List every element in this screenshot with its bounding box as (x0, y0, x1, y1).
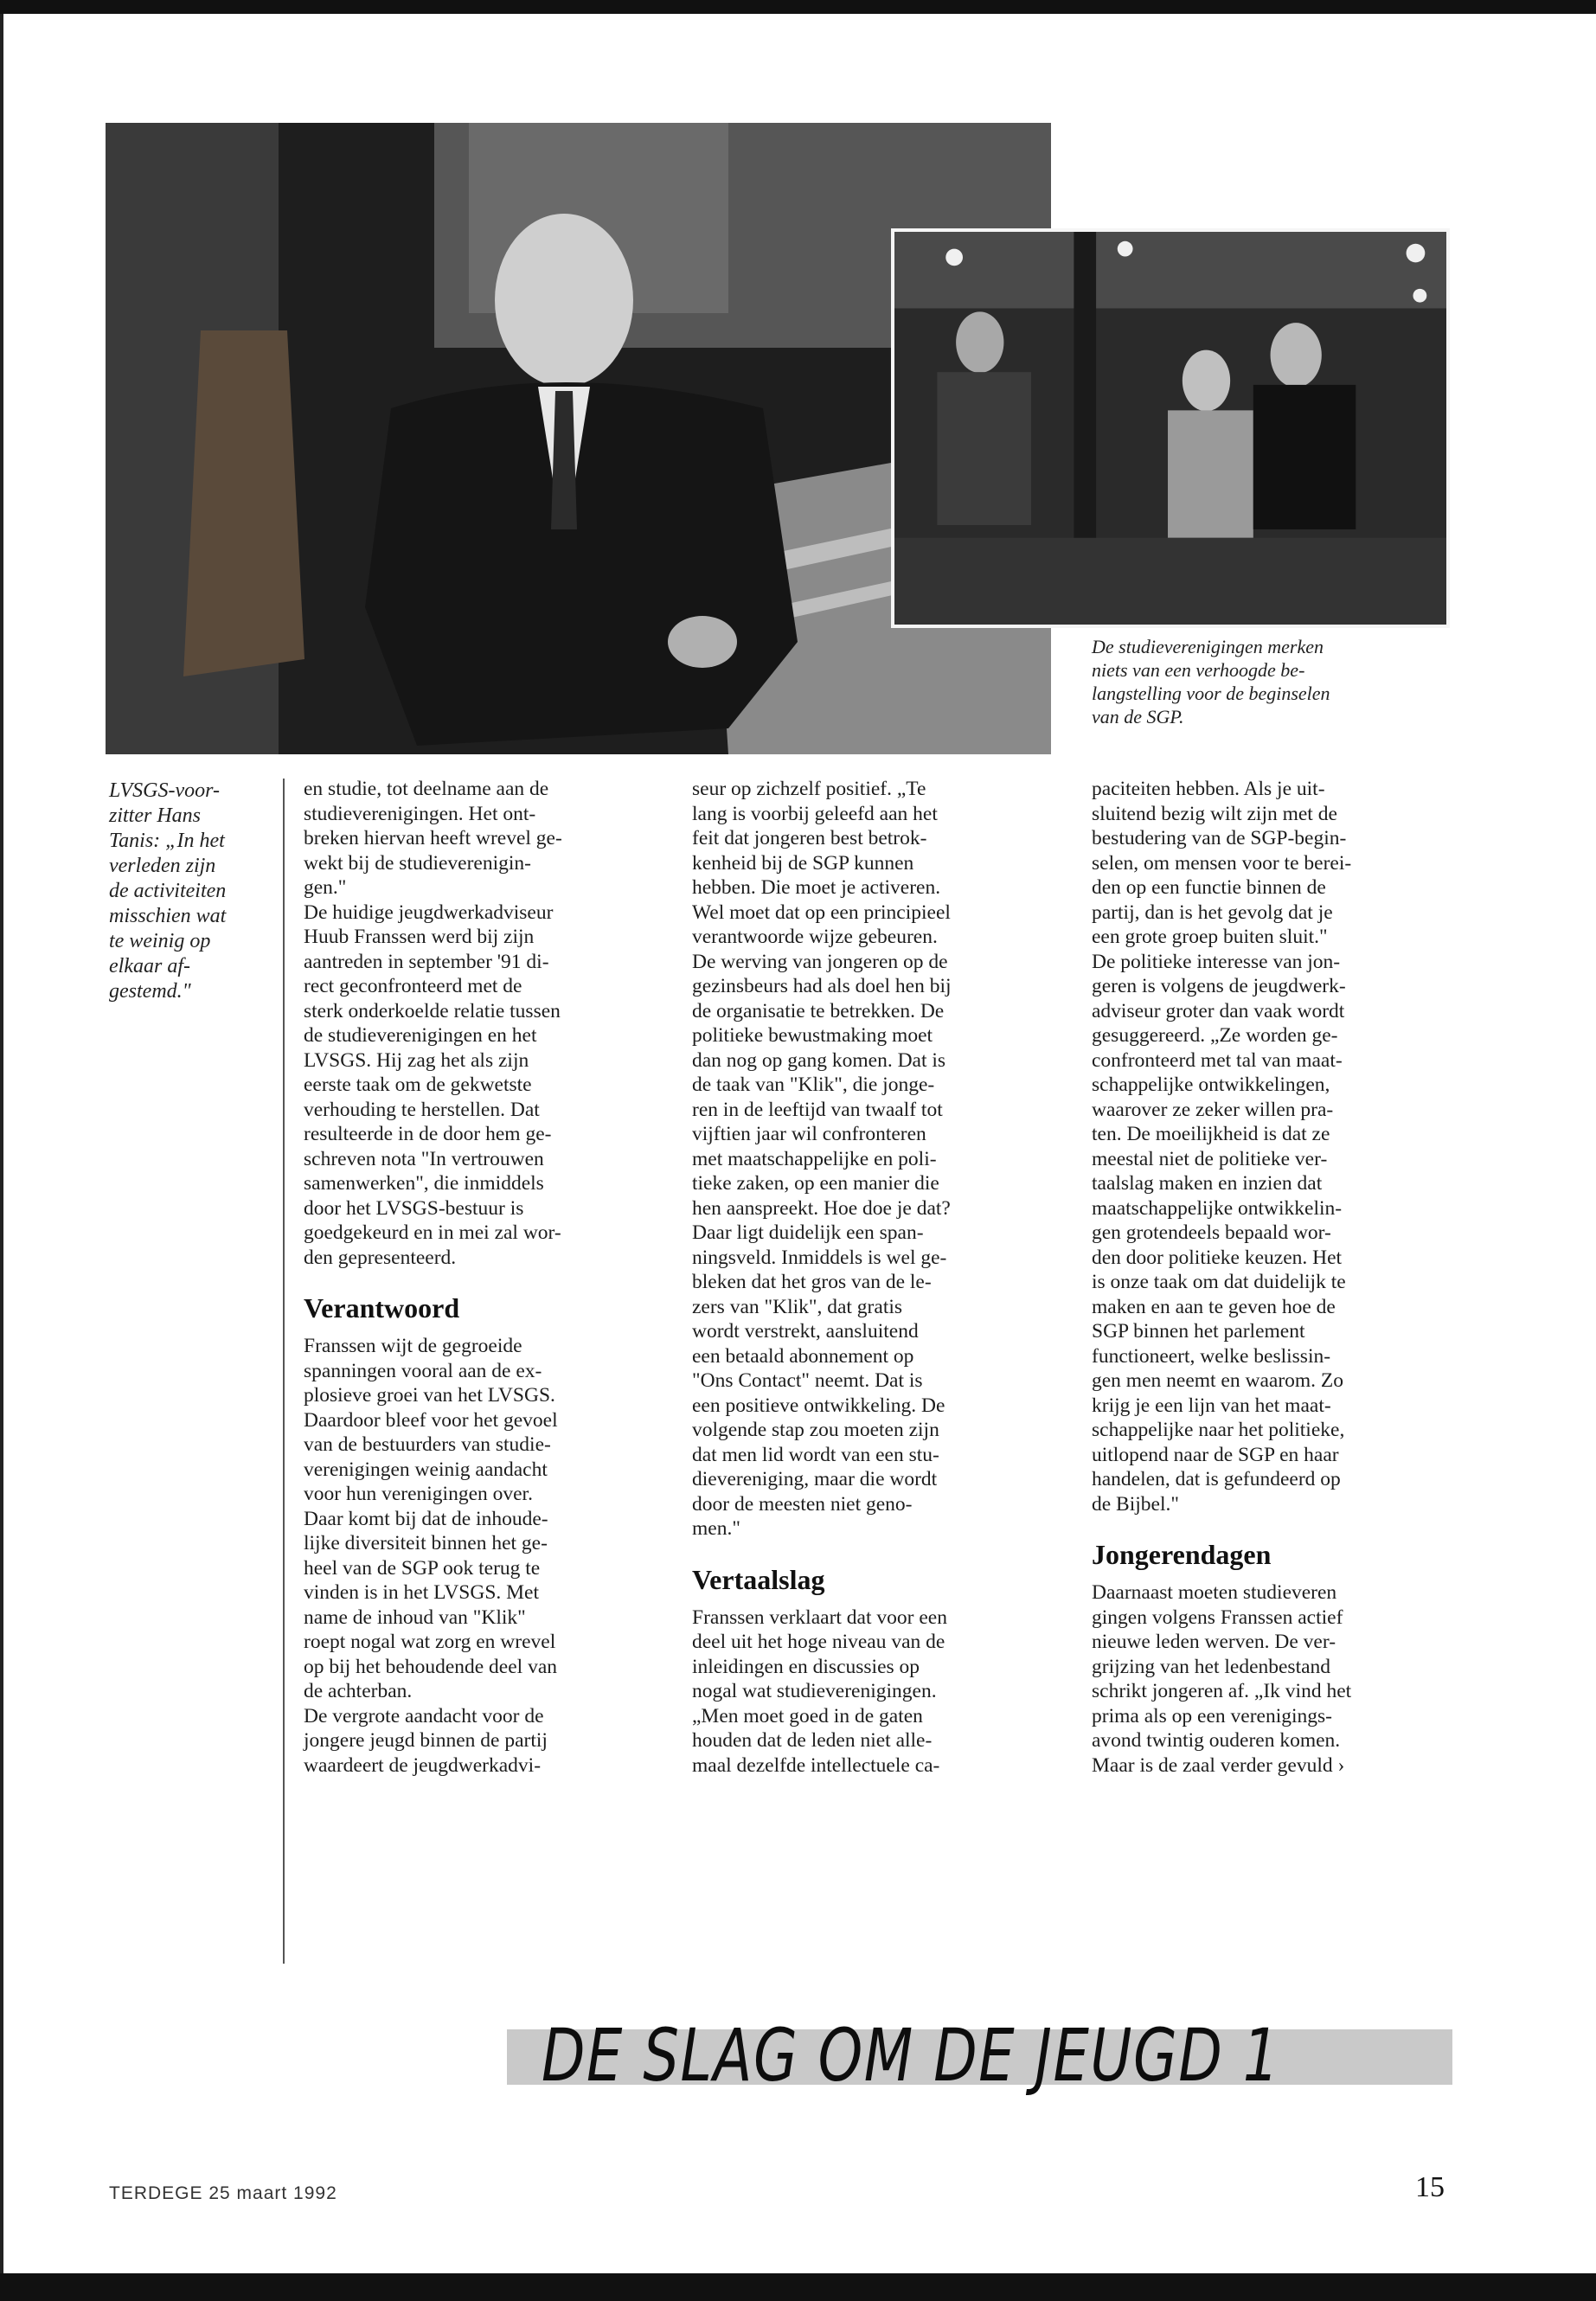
top-border (0, 0, 1596, 14)
col3-paragraph-2: Daarnaast moeten studieveren gingen volgens Franssen actief nieuwe leden werven. De ver- grijzing van het ledenbestand schrikt jongeren af. „Ik vind het prima als op een verenigings- avond twintig ouderen komen. Maar is de zaal verder gevuld › (1092, 1581, 1352, 1777)
bottom-border (0, 2273, 1596, 2301)
col2-paragraph-2: Franssen verklaart dat voor een deel uit het hoge niveau van de inleidingen en discussies op nogal wat studieverenigingen. „Men moet goed in de gaten houden dat de leden niet alle- maal dezelfde intellectuele ca- (692, 1606, 947, 1777)
audience-photo (891, 228, 1450, 628)
heading-jongerendagen: Jongerendagen (1092, 1539, 1272, 1570)
side-caption-text: LVSGS-voor- zitter Hans Tanis: „In het verleden zijn de activiteiten misschien wat te weinig op elkaar af- gestemd." (109, 779, 227, 1003)
col1-paragraph-4: De vergrote aandacht voor de jongere jeugd binnen de partij waardeert de jeugdwerkadvi- (304, 1704, 548, 1777)
article-column-2 (692, 777, 1047, 1778)
publication-footer: TERDEGE 25 maart 1992 (109, 2183, 337, 2203)
column-divider (283, 779, 285, 1964)
heading-verantwoord: Verantwoord (304, 1292, 460, 1324)
col1-paragraph-3: Franssen wijt de gegroeide spanningen vooral aan de ex- plosieve groei van het LVSGS. Daardoor bleef voor het gevoel van de bestuurders van studie- verenigingen weinig aandacht voor hun verenigingen over. Daar komt bij dat de inhoude- lijke diversiteit binnen het ge- heel van de SGP ook terug te vinden is in het LVSGS. Met name de inhoud van "Klik" roept nogal wat zorg en wrevel op bij het behoudende deel van de achterban. (304, 1335, 558, 1702)
col3-paragraph-1: paciteiten hebben. Als je uit- sluitend bezig wilt zijn met de bestudering van de SGP-begin- selen, om mensen voor te berei- den op een functie binnen de partij, dan is het gevolg dat je een grote groep buiten sluit." De politieke interesse van jon- geren is volgens de jeugdwerk- adviseur groter dan vaak wordt gesuggereerd. „Ze worden ge- confronteerd met tal van maat- schappelijke ontwikkelingen, waarover ze zeker willen pra- ten. De moeilijkheid is dat ze meestal niet de politieke ver- taalslag maken en inzien dat maatschappelijke ontwikkelin- gen grotendeels bepaald wor- den door politieke keuzen. Het is onze taak om dat duidelijk te maken en aan te geven hoe de SGP binnen het parlement functioneert, welke beslissin- gen men neemt en waarom. Zo krijg je een lijn van het maat- schappelijke naar het politieke, uitlopend naar de SGP en haar handelen, dat is gefundeerd op de Bijbel." (1092, 778, 1352, 1516)
audience-photo-image (894, 232, 1446, 625)
col2-paragraph-1: seur op zichzelf positief. „Te lang is voorbij geleefd aan het feit dat jongeren best betrok- kenheid bij de SGP kunnen hebben. Die moet je activeren. Wel moet dat op een principieel verantwoorde wijze gebeuren. De werving van jongeren op de gezinsbeurs had als doel hen bij de organisatie te betrekken. De politieke bewustmaking moet dan nog op gang komen. Dat is de taak van "Klik", die jonge- ren in de leeftijd van twaalf tot vijftien jaar wil confronteren met maatschappelijke en poli- tieke zaken, op een manier die hen aanspreekt. Hoe doe je dat? Daar ligt duidelijk een span- ningsveld. Inmiddels is wel ge- bleken dat het gros van de le- zers van "Klik", dat gratis wordt verstrekt, aansluitend een betaald abonnement op "Ons Contact" neemt. Dat is een positieve ontwikkeling. De volgende stap zou moeten zijn dat men lid wordt van een stu- dievereniging, maar die wordt door de meesten niet geno- men." (692, 778, 952, 1540)
inset-caption-text: De studieverenigingen merken niets van een verhoogde be- langstelling voor de beginselen van de SGP. (1092, 636, 1330, 727)
heading-vertaalslag: Vertaalslag (692, 1563, 825, 1595)
portrait-photo-caption (109, 779, 282, 1004)
page-number: 15 (1415, 2171, 1445, 2203)
left-border (0, 14, 3, 2273)
col1-paragraph-1: en studie, tot deelname aan de studieverenigingen. Het ont- breken hiervan heeft wrevel ge- wekt bij de studieverenigin- gen." (304, 778, 562, 899)
article-column-1 (304, 777, 658, 1778)
article-column-3 (1092, 777, 1446, 1778)
inset-photo-caption (1092, 635, 1446, 728)
col1-paragraph-2: De huidige jeugdwerkadviseur Huub Franssen werd bij zijn aantreden in september '91 di- rect geconfronteerd met de sterk onderkoelde relatie tussen de studieverenigingen en het LVSGS. Hij zag het als zijn eerste taak om de gekwetste verhouding te herstellen. Dat resulteerde in de door hem ge- schreven nota "In vertrouwen samenwerken", die inmiddels door het LVSGS-bestuur is goedgekeurd en in mei zal wor- den gepresenteerd. (304, 901, 561, 1269)
series-banner-title: DE SLAG OM DE JEUGD 1 (542, 2013, 1280, 2098)
